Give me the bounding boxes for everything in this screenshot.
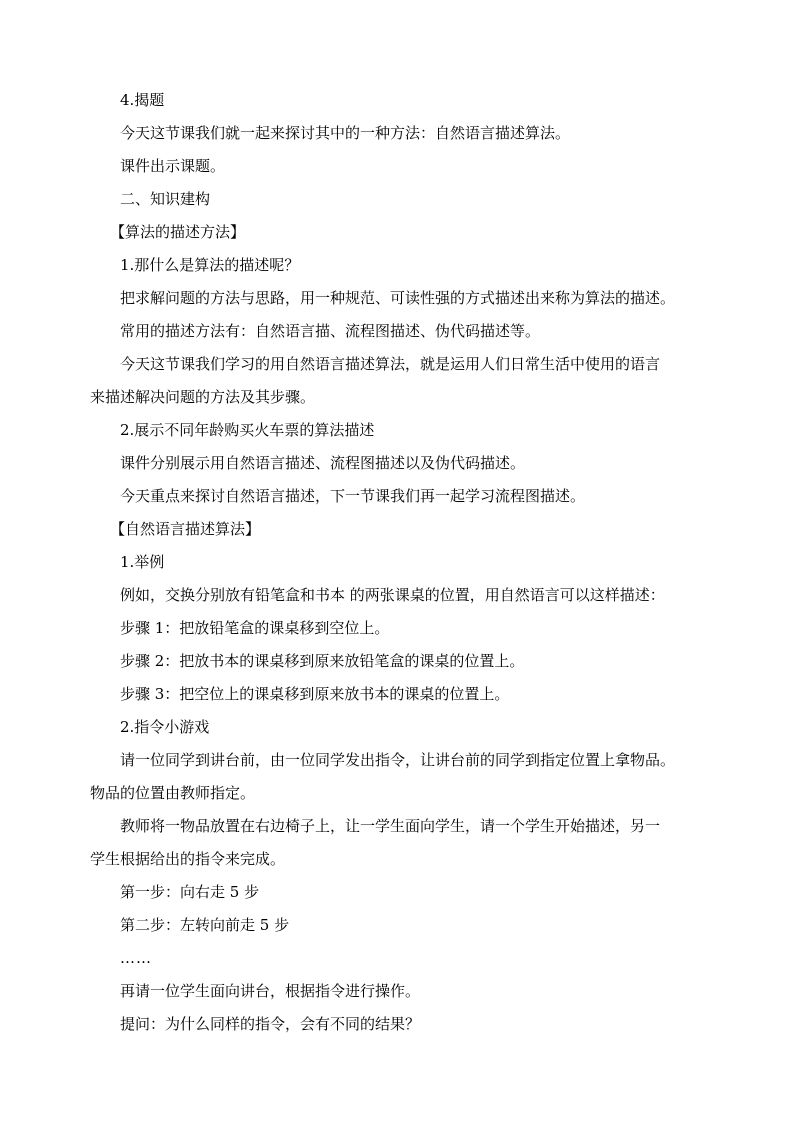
instruction-step: 第一步：向右走 5 步 (120, 883, 260, 901)
step-heading-reveal-topic: 4.揭题 (120, 91, 165, 109)
numbered-heading: 1.举例 (120, 553, 165, 571)
ellipsis: …… (120, 949, 152, 967)
paragraph: 今天重点来探讨自然语言描述，下一节课我们再一起学习流程图描述。 (120, 487, 586, 505)
subsection-heading: 【自然语言描述算法】 (110, 520, 261, 538)
paragraph: 把求解问题的方法与思路，用一种规范、可读性强的方式描述出来称为算法的描述。 (120, 289, 676, 307)
document-body (90, 84, 706, 1041)
paragraph: 今天这节课我们学习的用自然语言描述算法，就是运用人们日常生活中使用的语言 (120, 355, 661, 373)
question: 提问：为什么同样的指令，会有不同的结果？ (120, 1015, 421, 1033)
paragraph: 课件出示课题。 (120, 157, 226, 175)
subsection-heading: 【算法的描述方法】 (110, 223, 246, 241)
paragraph-continuation: 学生根据给出的指令来完成。 (90, 850, 286, 868)
paragraph: 今天这节课我们就一起来探讨其中的一种方法：自然语言描述算法。 (120, 124, 571, 142)
section-heading: 二、知识建构 (120, 190, 211, 208)
paragraph: 例如，交换分别放有铅笔盒和书本 的两张课桌的位置，用自然语言可以这样描述： (120, 586, 665, 604)
paragraph: 常用的描述方法有：自然语言描、流程图描述、伪代码描述等。 (120, 322, 541, 340)
paragraph-continuation: 来描述解决问题的方法及其步骤。 (90, 388, 316, 406)
numbered-heading: 2.展示不同年龄购买火车票的算法描述 (120, 421, 375, 439)
paragraph: 再请一位学生面向讲台，根据指令进行操作。 (120, 982, 421, 1000)
step-item: 步骤 2：把放书本的课桌移到原来放铅笔盒的课桌的位置上。 (120, 652, 525, 670)
numbered-heading: 2.指令小游戏 (120, 718, 210, 736)
step-item: 步骤 3：把空位上的课桌移到原来放书本的课桌的位置上。 (120, 685, 510, 703)
numbered-heading: 1.那什么是算法的描述呢？ (120, 256, 300, 274)
instruction-step: 第二步：左转向前走 5 步 (120, 916, 290, 934)
paragraph: 课件分别展示用自然语言描述、流程图描述以及伪代码描述。 (120, 454, 526, 472)
step-item: 步骤 1：把放铅笔盒的课桌移到空位上。 (120, 619, 390, 637)
paragraph: 请一位同学到讲台前，由一位同学发出指令，让讲台前的同学到指定位置上拿物品。 (120, 751, 676, 769)
paragraph-continuation: 物品的位置由教师指定。 (90, 784, 256, 802)
paragraph: 教师将一物品放置在右边椅子上，让一学生面向学生，请一个学生开始描述，另一 (120, 817, 661, 835)
